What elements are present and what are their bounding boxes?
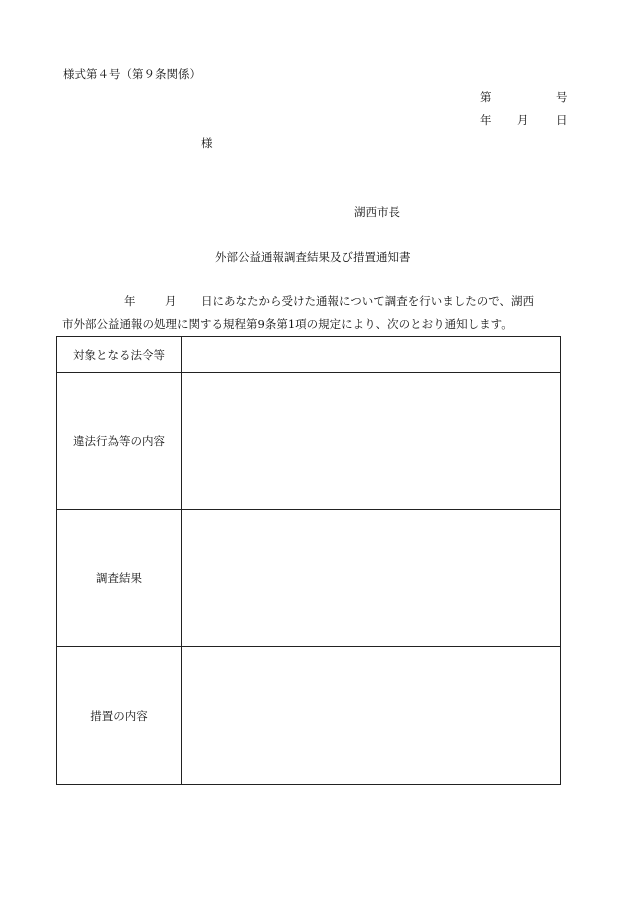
date-day-label: 日 bbox=[556, 113, 568, 127]
issuer-name: 湖西市長 bbox=[354, 205, 400, 219]
document-number-suffix: 号 bbox=[556, 90, 568, 104]
table-row-violation-details bbox=[57, 373, 561, 510]
body-year-label: 年 bbox=[124, 294, 136, 308]
violation-details-label: 違法行為等の内容 bbox=[57, 373, 182, 510]
table-row-investigation-result bbox=[57, 510, 561, 647]
body-text-line-1: 日にあなたから受けた通報について調査を行いましたので、湖西 bbox=[201, 294, 535, 308]
measures-label: 措置の内容 bbox=[57, 647, 182, 785]
applicable-law-field[interactable] bbox=[182, 337, 561, 373]
body-text-line-2: 市外部公益通報の処理に関する規程第9条第1項の規定により、次のとおり通知します。 bbox=[62, 317, 513, 331]
date-year-label: 年 bbox=[480, 113, 492, 127]
document-title: 外部公益通報調査結果及び措置通知書 bbox=[215, 250, 411, 264]
investigation-result-label: 調査結果 bbox=[57, 510, 182, 647]
table-row-measures bbox=[57, 647, 561, 785]
addressee-honorific: 様 bbox=[201, 136, 213, 150]
document-number-prefix: 第 bbox=[480, 90, 492, 104]
violation-details-field[interactable] bbox=[182, 373, 561, 510]
investigation-result-field[interactable] bbox=[182, 510, 561, 647]
applicable-law-label: 対象となる法令等 bbox=[57, 337, 182, 373]
form-number: 様式第４号（第９条関係） bbox=[63, 67, 201, 81]
notice-table bbox=[56, 336, 561, 785]
date-month-label: 月 bbox=[517, 113, 529, 127]
measures-field[interactable] bbox=[182, 647, 561, 785]
body-month-label: 月 bbox=[165, 294, 177, 308]
table-row-applicable-law bbox=[57, 337, 561, 373]
